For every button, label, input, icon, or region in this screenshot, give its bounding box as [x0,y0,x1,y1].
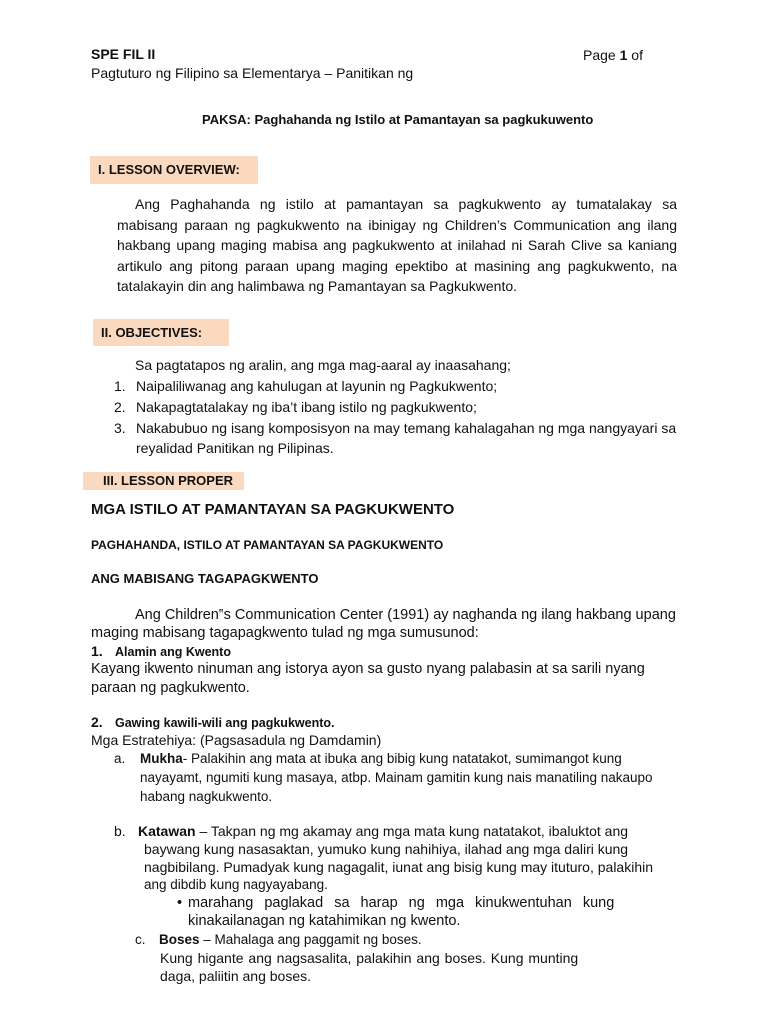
objective-text: Nakapagtatalakay ng iba’t ibang istilo ng pagkukwento; [136,399,477,415]
proper-intro-line-2: maging mabisang tagapagkwento tulad ng mga sumusunod: [91,625,479,641]
page-indicator [583,47,643,63]
course-title: Pagtuturo ng Filipino sa Elementarya – Panitikan ng [91,65,414,81]
strategy-a [114,751,622,766]
step-1-heading [91,643,231,661]
strategy-b-line-4: ang dibdib kung nagyayabang. [144,877,328,892]
strategy-label: c. [135,932,146,947]
strategy-label: b. [114,823,126,839]
overview-body: Ang Paghahanda ng istilo at pamantayan sa pagkukwento ay tumatalakay sa mabisang paraan ng pagkukwento na ibinigay ng Children’s Communication ang ilang hakbang upang maging mabisa ang pagkukwento at inilahad ni Sarah Clive sa kaniang artikulo ang pitong paraan upang maging epektibo at masining ang pagkukwento, na tatalakayin din ang halimbawa ng Pamantayan sa Pagkukwento. [117,196,677,294]
objective-number: 1. [114,378,126,394]
objective-item-3-cont: reyalidad Panitikan ng Pilipinas. [136,440,334,456]
objective-number: 2. [114,399,126,415]
proper-title: MGA ISTILO AT PAMANTAYAN SA PAGKUKWENTO [91,501,455,518]
strategy-b-line-2: baywang kung nasasaktan, yumuko kung nahihiya, ilahad ang mga daliri kung [144,841,629,857]
strategy-term: Mukha [140,751,183,766]
objectives-intro: Sa pagtatapos ng aralin, ang mga mag-aaral ay inaasahang; [135,357,511,373]
course-code: SPE FIL II [91,46,156,62]
objective-item-1 [114,378,497,394]
objectives-heading-label: II. OBJECTIVES: [101,325,203,340]
objective-item-2 [114,399,477,415]
strategy-a-line-2: nayayamt, ngumiti kung masaya, atbp. Mainam gamitin kung nais manatiling nakaupo [140,770,653,785]
page-label: Page [583,47,620,63]
bullet-item-line-2: kinakailanagan ng katahimikan ng kwento. [188,913,461,929]
step-1-body-line-1: Kayang ikwento ninuman ang istorya ayon sa gusto nyang palabasin at sa sarili nyang [91,661,645,677]
overview-heading-label: I. LESSON OVERVIEW: [98,162,240,177]
strategy-b-line-3: nagbibilang. Pumadyak kung nagagalit, iunat ang bisig kung may ituturo, palakihin [144,859,654,875]
strategy-c [135,932,422,947]
step-title: Gawing kawili-wili ang pagkukwento. [115,716,335,730]
strategies-label: Mga Estratehiya: (Pagsasadula ng Damdamin) [91,732,382,748]
objective-number: 3. [114,420,126,436]
objectives-heading [93,319,229,346]
strategy-a-line-3: habang nagkukwento. [140,789,273,804]
strategy-text: – Mahalaga ang paggamit ng boses. [199,932,422,947]
step-1-body-line-2: paraan ng pagkukwento. [91,680,250,696]
bullet-item [177,895,614,911]
strategy-term: Boses [159,932,200,947]
step-number: 1. [91,643,103,659]
overview-heading [90,156,258,184]
strategy-text: - Palakihin ang mata at ibuka ang bibig kung natatakot, sumimangot kung [182,751,622,766]
strategy-term: Katawan [138,823,196,839]
step-2-heading [91,714,334,732]
objective-text: Naipaliliwanag ang kahulugan at layunin ng Pagkukwento; [136,378,498,394]
proper-heading [83,472,244,490]
strategy-b [114,823,679,839]
bullet-icon: • [177,895,183,911]
step-number: 2. [91,714,103,730]
step-title: Alamin ang Kwento [115,645,231,659]
strategy-text: – Takpan ng mg akamay ang mga mata kung natatakot, ibaluktot ang [195,823,629,839]
strategy-label: a. [114,751,126,766]
strategy-c-line-3: daga, paliitin ang boses. [160,968,311,984]
proper-intro-line-1: Ang Children‟s Communication Center (1991) ay naghanda ng ilang hakbang upang [135,607,676,623]
topic-title: PAKSA: Paghahanda ng Istilo at Pamantayan sa pagkukuwento [202,112,594,127]
section-heading: ANG MABISANG TAGAPAGKWENTO [91,571,319,586]
page-number: 1 [619,47,628,63]
objective-item-3 [114,420,676,436]
objective-text: Nakabubuo ng isang komposisyon na may temang kahalagahan ng mga nangyayari sa [136,420,677,436]
bullet-text: marahang paglakad sa harap ng mga kinukwentuhan kung [188,895,615,911]
proper-subtitle: PAGHAHANDA, ISTILO AT PAMANTAYAN SA PAGKUKWENTO [91,538,444,552]
proper-heading-label: III. LESSON PROPER [103,473,234,488]
strategy-c-line-2: Kung higante ang nagsasalita, palakihin ang boses. Kung munting [160,950,579,966]
page-of: of [627,47,643,63]
